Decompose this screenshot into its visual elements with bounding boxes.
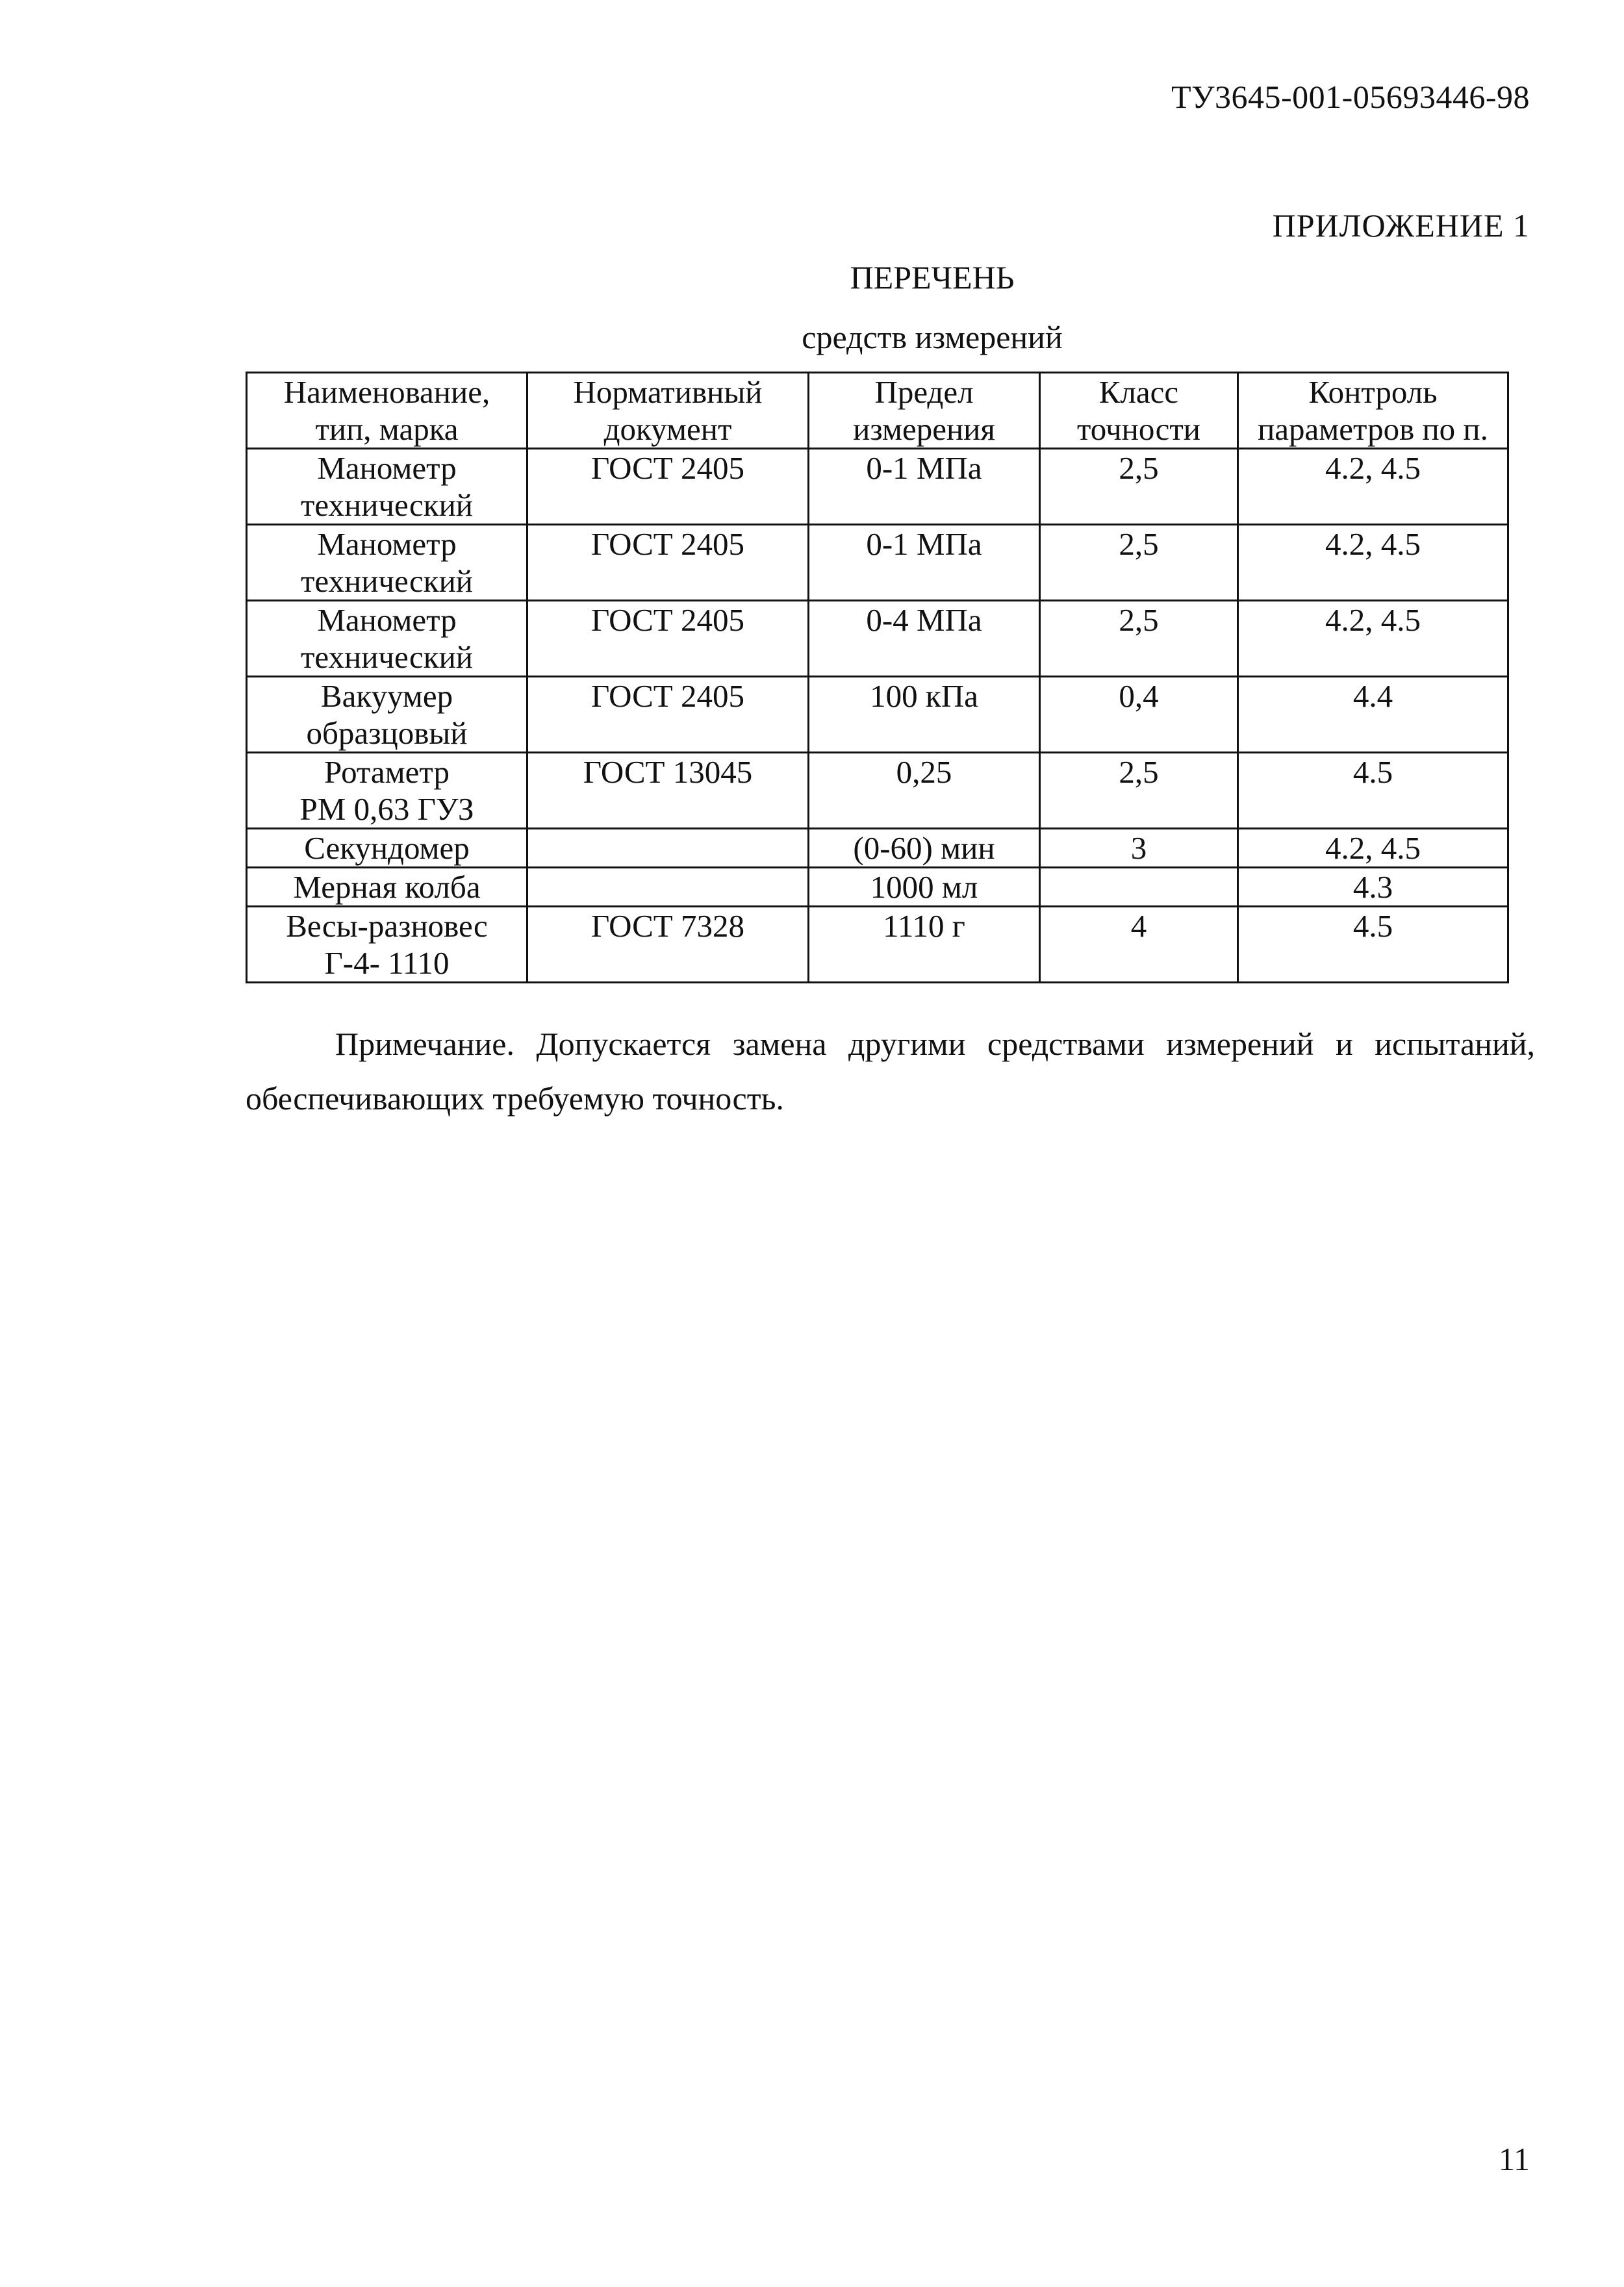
cell-control: 4.5 [1238,753,1508,829]
cell-range: 100 кПа [809,677,1040,753]
cell-range: 0,25 [809,753,1040,829]
header-range: Предел измерения [809,373,1040,449]
table-header-row [247,373,1508,449]
table-row [247,601,1508,677]
cell-range: 0-4 МПа [809,601,1040,677]
cell-control: 4.2, 4.5 [1238,829,1508,868]
cell-control: 4.3 [1238,868,1508,907]
cell-doc [527,868,809,907]
cell-doc: ГОСТ 2405 [527,525,809,601]
cell-range: 0-1 МПа [809,449,1040,525]
document-code: ТУ3645-001-05693446-98 [1171,79,1530,115]
note-line-1: Примечание. Допускается замена другими средствами измерений и испытаний, [335,1026,1535,1062]
cell-doc: ГОСТ 7328 [527,907,809,983]
appendix-label: ПРИЛОЖЕНИЕ 1 [1272,207,1530,244]
table-row [247,868,1508,907]
cell-doc: ГОСТ 2405 [527,677,809,753]
cell-name: Манометр технический [247,449,527,525]
cell-accuracy: 2,5 [1040,525,1238,601]
measurement-instruments-table [246,372,1509,983]
cell-accuracy [1040,868,1238,907]
table-row [247,677,1508,753]
cell-name: Манометр технический [247,601,527,677]
note-paragraph [246,1017,1535,1126]
cell-accuracy: 2,5 [1040,449,1238,525]
cell-name: Манометр технический [247,525,527,601]
document-title: ПЕРЕЧЕНЬ [850,259,1015,296]
header-name: Наименование, тип, марка [247,373,527,449]
cell-name: Мерная колба [247,868,527,907]
cell-accuracy: 2,5 [1040,601,1238,677]
cell-range: 1000 мл [809,868,1040,907]
cell-name: Секундомер [247,829,527,868]
cell-doc: ГОСТ 2405 [527,449,809,525]
document-subtitle: средств измерений [802,319,1063,355]
cell-control: 4.2, 4.5 [1238,601,1508,677]
cell-accuracy: 4 [1040,907,1238,983]
cell-name: Вакуумер образцовый [247,677,527,753]
table-row [247,525,1508,601]
note-line-2: обеспечивающих требуемую точность. [246,1080,784,1117]
cell-control: 4.5 [1238,907,1508,983]
cell-doc: ГОСТ 2405 [527,601,809,677]
table-row [247,829,1508,868]
table-row [247,907,1508,983]
page-number: 11 [1498,2141,1530,2177]
cell-control: 4.4 [1238,677,1508,753]
table-row [247,449,1508,525]
cell-accuracy: 3 [1040,829,1238,868]
cell-name: Весы-разновес Г-4- 1110 [247,907,527,983]
cell-range: 1110 г [809,907,1040,983]
cell-range: 0-1 МПа [809,525,1040,601]
cell-control: 4.2, 4.5 [1238,525,1508,601]
cell-accuracy: 2,5 [1040,753,1238,829]
cell-control: 4.2, 4.5 [1238,449,1508,525]
header-accuracy: Класс точности [1040,373,1238,449]
cell-doc: ГОСТ 13045 [527,753,809,829]
cell-accuracy: 0,4 [1040,677,1238,753]
cell-range: (0-60) мин [809,829,1040,868]
cell-doc [527,829,809,868]
table-row [247,753,1508,829]
header-control: Контроль параметров по п. [1238,373,1508,449]
header-normative-doc: Нормативный документ [527,373,809,449]
cell-name: Ротаметр РМ 0,63 ГУЗ [247,753,527,829]
